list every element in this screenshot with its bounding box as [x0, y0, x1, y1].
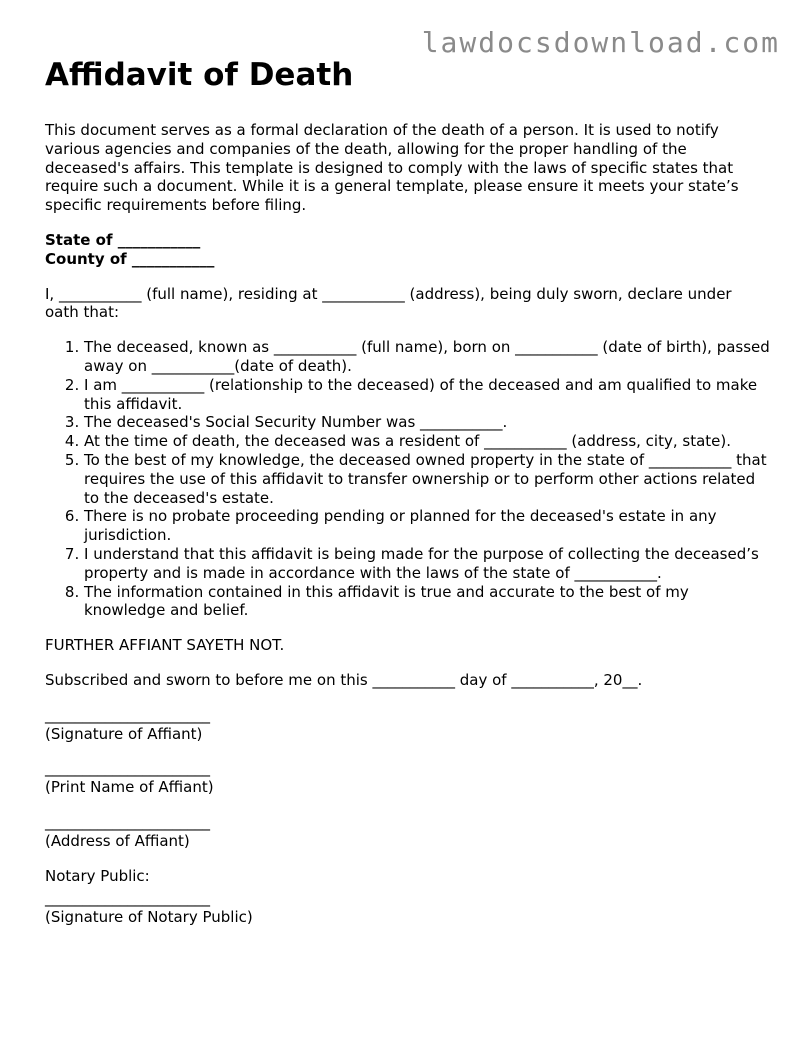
- list-item: 2. I am ___________ (relationship to the deceased) of the deceased and am qualified to make this affidavit.: [84, 376, 770, 414]
- county-line: County of ___________: [45, 249, 215, 268]
- affiant-print-name-block: [45, 759, 770, 797]
- list-item: 8. The information contained in this affidavit is true and accurate to the best of my knowledge and belief.: [84, 583, 770, 621]
- subscribed-line: Subscribed and sworn to before me on this ___________ day of ___________, 20__.: [45, 670, 643, 689]
- list-item: 7. I understand that this affidavit is being made for the purpose of collecting the deceased’s property and is made in accordance with the laws of the state of ___________.: [84, 545, 770, 583]
- intro-paragraph: This document serves as a formal declaration of the death of a person. It is used to notify various agencies and companies of the death, allowing for the proper handling of the deceased's affairs. This template is designed to comply with the laws of specific states that require such a document. While it is a general template, please ensure it meets your state’s specific requirements before filing.: [45, 121, 739, 215]
- notary-public-label: Notary Public:: [45, 866, 150, 885]
- print-name-label: (Print Name of Affiant): [45, 778, 214, 797]
- further-affiant-line: FURTHER AFFIANT SAYETH NOT.: [45, 636, 285, 655]
- signature-line: ______________________: [45, 812, 210, 831]
- document-title: Affidavit of Death: [45, 57, 354, 93]
- affiant-signature-block: [45, 706, 770, 744]
- notary-signature-block: [45, 889, 770, 927]
- signature-line: ______________________: [45, 759, 210, 778]
- affiant-signature-label: (Signature of Affiant): [45, 724, 203, 743]
- affiant-address-block: [45, 813, 770, 851]
- signature-line: ______________________: [45, 705, 210, 724]
- list-item: 4. At the time of death, the deceased was a resident of ___________ (address, city, state).: [84, 432, 770, 451]
- declaration-paragraph: I, ___________ (full name), residing at ___________ (address), being duly sworn, declare under oath that:: [45, 284, 732, 322]
- watermark: lawdocsdownload.com: [421, 26, 780, 59]
- statement-list: [45, 338, 770, 620]
- address-label: (Address of Affiant): [45, 831, 190, 850]
- list-item: 5. To the best of my knowledge, the deceased owned property in the state of ___________ that requires the use of this affidavit to transfer ownership or to perform other actions related to the deceased's estate.: [84, 451, 770, 507]
- document-body: [45, 56, 770, 943]
- state-line: State of ___________: [45, 230, 201, 249]
- signature-line: ______________________: [45, 889, 210, 908]
- notary-signature-label: (Signature of Notary Public): [45, 908, 253, 927]
- list-item: 6. There is no probate proceeding pending or planned for the deceased's estate in any jurisdiction.: [84, 507, 770, 545]
- list-item: 3. The deceased's Social Security Number was ___________.: [84, 413, 770, 432]
- list-item: 1. The deceased, known as ___________ (full name), born on ___________ (date of birth), passed away on ___________(date of death).: [84, 338, 770, 376]
